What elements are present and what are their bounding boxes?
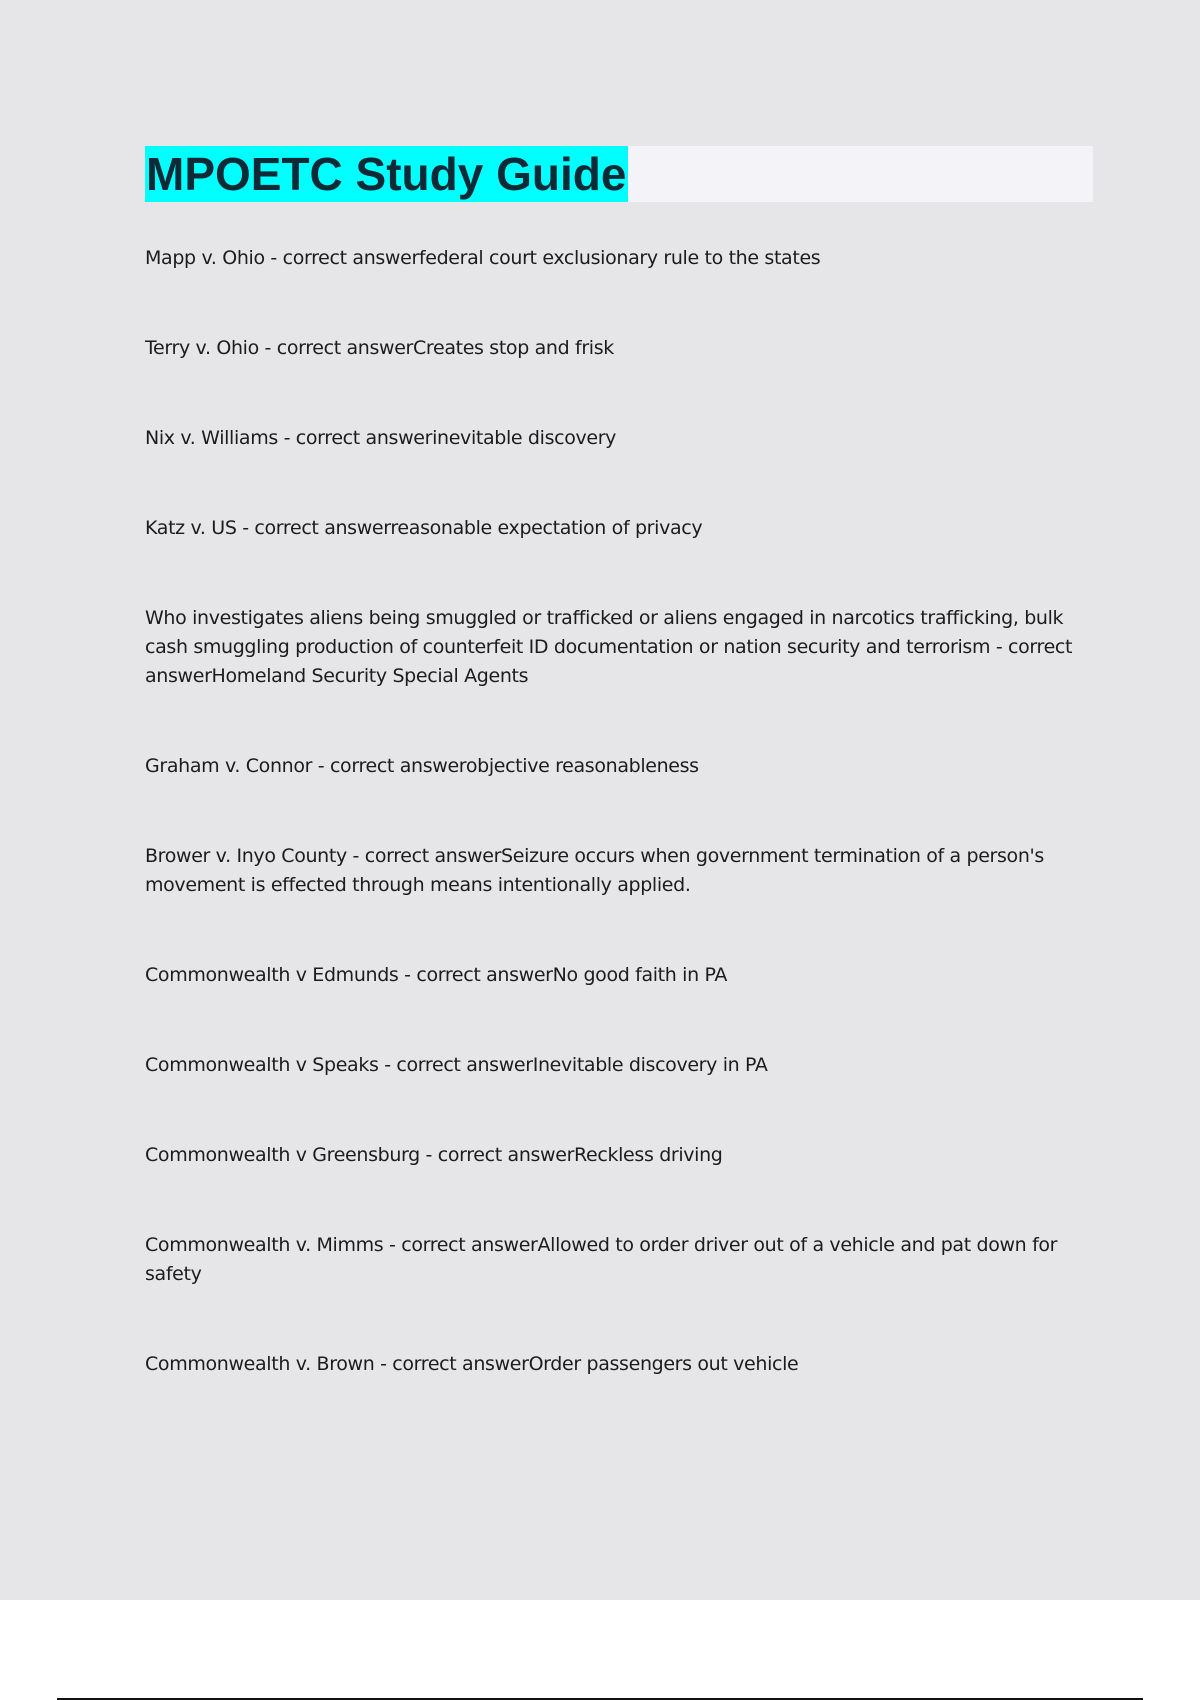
study-entry: Commonwealth v. Mimms - correct answerAllowed to order driver out of a vehicle and pat down for safety: [145, 1234, 1058, 1285]
study-entry: Commonwealth v Edmunds - correct answerNo good faith in PA: [145, 964, 728, 986]
page-footer: [0, 1600, 1200, 1700]
study-entries-list: [145, 244, 1085, 1440]
study-entry: Mapp v. Ohio - correct answerfederal court exclusionary rule to the states: [145, 247, 821, 269]
study-entry: Commonwealth v. Brown - correct answerOrder passengers out vehicle: [145, 1353, 799, 1375]
study-entry: Katz v. US - correct answerreasonable expectation of privacy: [145, 517, 703, 539]
study-entry: Brower v. Inyo County - correct answerSeizure occurs when government termination of a person's movement is effected through means intentionally applied.: [145, 845, 1044, 896]
document-title: MPOETC Study Guide: [146, 148, 627, 200]
study-entry: Who investigates aliens being smuggled or trafficked or aliens engaged in narcotics trafficking, bulk cash smuggling production of counterfeit ID documentation or nation security and terrorism - correct answerHomeland Security Special Agents: [145, 607, 1073, 687]
study-entry: Commonwealth v Speaks - correct answerInevitable discovery in PA: [145, 1054, 768, 1076]
study-entry: Terry v. Ohio - correct answerCreates stop and frisk: [145, 337, 614, 359]
study-entry: Graham v. Connor - correct answerobjective reasonableness: [145, 755, 699, 777]
study-entry: Commonwealth v Greensburg - correct answerReckless driving: [145, 1144, 723, 1166]
study-entry: Nix v. Williams - correct answerinevitable discovery: [145, 427, 617, 449]
